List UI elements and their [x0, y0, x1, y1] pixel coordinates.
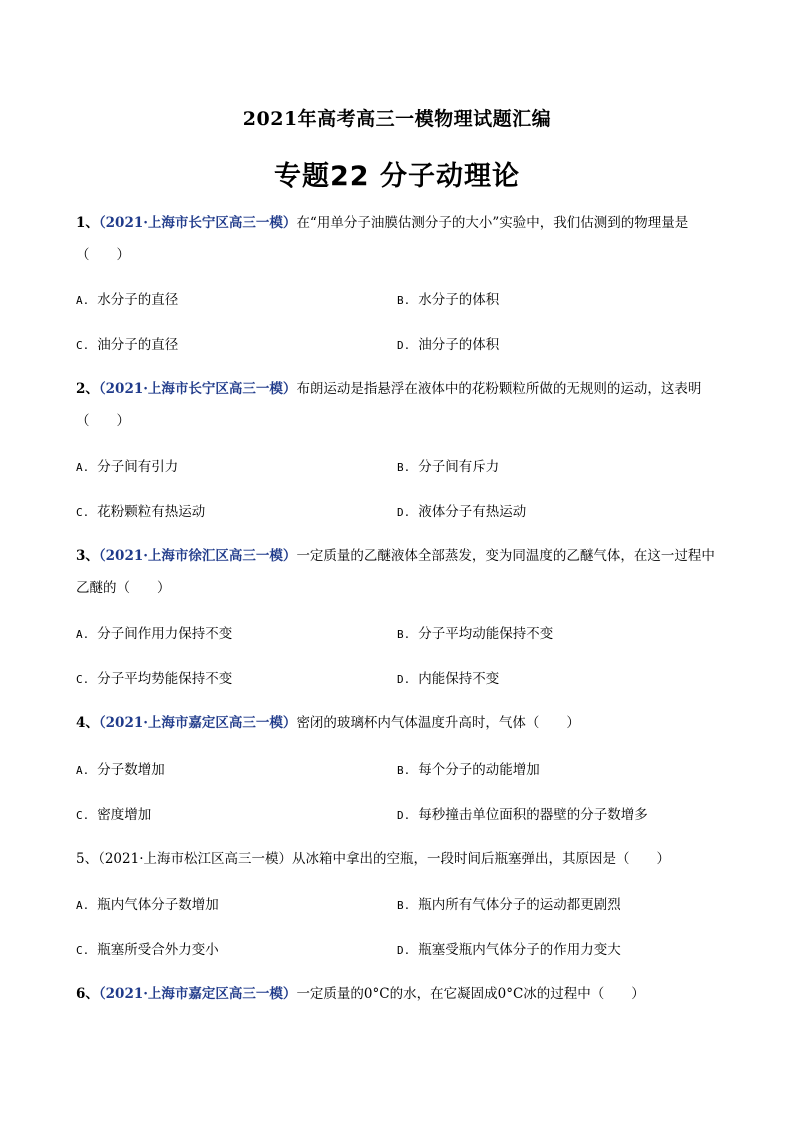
option-d: D. 油分子的体积	[397, 337, 500, 353]
option-c: C. 分子平均势能保持不变	[76, 671, 233, 687]
question-stem: 一定质量的0°C的水，在它凝固成0°C冰的过程中（ ）	[296, 986, 645, 1002]
question-stem: 布朗运动是指悬浮在液体中的花粉颗粒所做的无规则的运动，这表明（ ）	[76, 381, 702, 429]
option-b: B. 分子间有斥力	[397, 459, 500, 475]
question-source: （2021·上海市长宁区高三一模）	[98, 381, 297, 397]
question-3	[76, 540, 726, 604]
question-number: 4、	[76, 715, 99, 731]
option-c: C. 密度增加	[76, 807, 152, 823]
page-title: 2021年高考高三一模物理试题汇编	[242, 108, 552, 130]
question-source: （2021·上海市嘉定区高三一模）	[98, 715, 297, 731]
topic-title: 专题22 分子动理论	[274, 161, 520, 192]
question-stem: 从冰箱中拿出的空瓶，一段时间后瓶塞弹出，其原因是（ ）	[292, 851, 670, 867]
question-number: 1、	[76, 215, 99, 231]
option-d: D. 液体分子有热运动	[397, 504, 527, 520]
question-source: （2021·上海市长宁区高三一模）	[98, 215, 297, 231]
option-c: C. 瓶塞所受合外力变小	[76, 942, 219, 958]
option-a: A. 瓶内气体分子数增加	[76, 897, 219, 913]
question-2	[76, 373, 726, 437]
option-d: D. 每秒撞击单位面积的器壁的分子数增多	[397, 807, 648, 823]
option-a: A. 分子间作用力保持不变	[76, 626, 233, 642]
option-b: B. 分子平均动能保持不变	[397, 626, 554, 642]
question-stem: 密闭的玻璃杯内气体温度升高时，气体（ ）	[296, 715, 580, 731]
question-6	[76, 978, 726, 1010]
question-number: 2、	[76, 381, 99, 397]
question-number: 3、	[76, 548, 99, 564]
question-5	[76, 843, 726, 875]
option-b: B. 瓶内所有气体分子的运动都更剧烈	[397, 897, 621, 913]
question-source: （2021·上海市嘉定区高三一模）	[98, 986, 297, 1002]
option-b: B. 每个分子的动能增加	[397, 762, 540, 778]
option-a: A. 分子数增加	[76, 762, 165, 778]
option-a: A. 分子间有引力	[76, 459, 179, 475]
question-stem: 在“用单分子油膜估测分子的大小”实验中，我们估测到的物理量是（ ）	[76, 215, 689, 263]
option-d: D. 瓶塞受瓶内气体分子的作用力变大	[397, 942, 621, 958]
question-1	[76, 207, 726, 271]
option-d: D. 内能保持不变	[397, 671, 500, 687]
question-4	[76, 707, 726, 739]
option-a: A. 水分子的直径	[76, 292, 179, 308]
question-stem: 一定质量的乙醚液体全部蒸发，变为同温度的乙醚气体，在这一过程中乙醚的（ ）	[76, 548, 715, 596]
option-c: C. 花粉颗粒有热运动	[76, 504, 206, 520]
question-number: 5、	[76, 851, 99, 867]
question-source: （2021·上海市松江区高三一模）	[98, 851, 292, 867]
question-source: （2021·上海市徐汇区高三一模）	[98, 548, 297, 564]
option-c: C. 油分子的直径	[76, 337, 179, 353]
option-b: B. 水分子的体积	[397, 292, 500, 308]
question-number: 6、	[76, 986, 99, 1002]
